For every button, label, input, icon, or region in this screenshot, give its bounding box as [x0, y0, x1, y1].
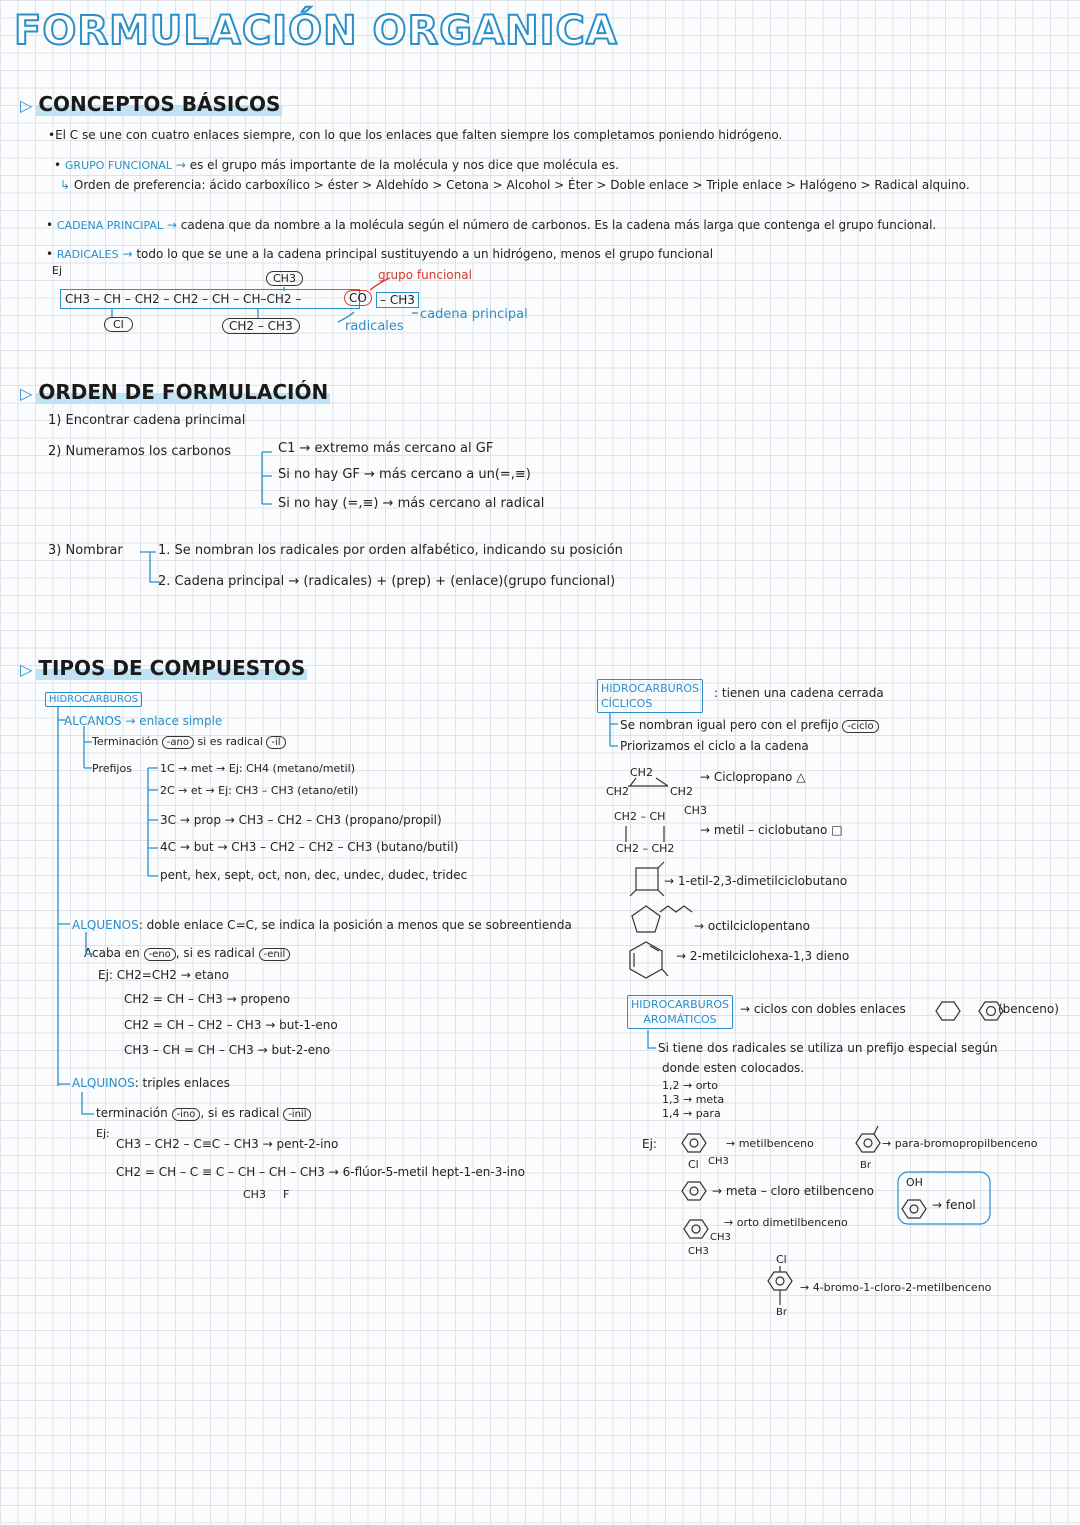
- concept-line: •El C se une con cuatro enlaces siempre, con lo que los enlaces que falten siempre los completamos poniendo hidrógeno.: [48, 128, 783, 142]
- final-cl: Cl: [776, 1253, 787, 1266]
- annotation-cadena-principal: cadena principal: [420, 307, 528, 322]
- metilciclobutano: → metil – ciclobutano □: [700, 823, 843, 837]
- fenol-oh: OH: [906, 1176, 923, 1189]
- prefijo-3: 3C → prop → CH3 – CH2 – CH3 (propano/propil): [160, 813, 442, 827]
- section-title: ORDEN DE FORMULACIÓN: [38, 380, 329, 404]
- aromaticos-l1: Si tiene dos radicales se utiliza un prefijo especial según: [658, 1041, 998, 1055]
- step-3b: 2. Cadena principal → (radicales) + (prep) + (enlace)(grupo funcional): [158, 574, 616, 589]
- benceno-label: (benceno): [998, 1002, 1059, 1016]
- radical-cl: Cl: [104, 317, 133, 332]
- orto-ch3-2: CH3: [688, 1246, 709, 1257]
- functional-group-circle: CO: [344, 290, 372, 306]
- prefijo-1: 1C → met → Ej: CH4 (metano/metil): [160, 762, 355, 775]
- alquino-ej2-f: F: [283, 1188, 290, 1201]
- alquino-ej1: CH3 – CH2 – C≡C – CH3 → pent-2-ino: [116, 1137, 339, 1151]
- final-compound: → 4-bromo-1-cloro-2-metilbenceno: [800, 1281, 992, 1294]
- ciclicos-label: HIDROCARBUROS CÍCLICOS: [597, 679, 703, 713]
- metil-ch3: CH3: [708, 1156, 729, 1167]
- radical-ch3-top: CH3: [266, 271, 303, 286]
- aromaticos-ej: Ej:: [642, 1137, 657, 1151]
- step-2: 2) Numeramos los carbonos: [48, 444, 232, 459]
- cyclo-ex3: → 1-etil-2,3-dimetilciclobutano: [664, 874, 848, 888]
- orden-preferencia: ↳ Orden de preferencia: ácido carboxílico > éster > Aldehído > Cetona > Alcohol > Éter > Doble enlace > Triple enlace > Halógeno > Radical alquino.: [60, 178, 970, 192]
- triangle-icon: ▷: [20, 96, 33, 115]
- triangle-icon: ▷: [20, 384, 33, 403]
- ciclicos-def: : tienen una cadena cerrada: [714, 686, 884, 700]
- alqueno-ej4: CH3 – CH = CH – CH3 → but-2-eno: [124, 1043, 331, 1057]
- step-2b: Si no hay GF → más cercano a un(=,≡): [278, 467, 531, 482]
- triangle-icon: ▷: [20, 660, 33, 679]
- meta-cloro-etilbenceno: → meta – cloro etilbenceno: [712, 1184, 875, 1198]
- annotation-grupo-funcional: grupo funcional: [378, 268, 472, 282]
- orto-dimetilbenceno: → orto dimetilbenceno: [724, 1216, 848, 1229]
- ej-label: Ej: [52, 264, 63, 277]
- radicales-label: RADICALES: [56, 248, 119, 261]
- cb-ch3: CH3: [684, 804, 707, 817]
- orto-ch3-1: CH3: [710, 1232, 731, 1243]
- radical-ethyl: CH2 – CH3: [222, 318, 300, 334]
- prefijo-2: 2C → et → Ej: CH3 – CH3 (etano/etil): [160, 784, 359, 797]
- section-title: CONCEPTOS BÁSICOS: [38, 92, 281, 116]
- aromaticos-def: → ciclos con dobles enlaces: [740, 1002, 906, 1016]
- cb-top: CH2 – CH: [614, 810, 666, 823]
- alquino-ej-label: Ej:: [96, 1127, 110, 1140]
- aromaticos-label: HIDROCARBUROS AROMÁTICOS: [627, 995, 733, 1029]
- step-2c: Si no hay (=,≡) → más cercano al radical: [278, 496, 545, 511]
- section-title: TIPOS DE COMPUESTOS: [38, 656, 306, 680]
- page-title: FORMULACIÓN ORGANICA: [14, 8, 618, 54]
- alquinos: ALQUINOS: triples enlaces: [72, 1076, 230, 1090]
- alquino-ej2-ch3: CH3: [243, 1188, 266, 1201]
- annotation-radicales: radicales: [345, 319, 404, 334]
- alquenos-terminacion: Acaba en -eno , si es radical -enil: [84, 946, 290, 960]
- grupo-funcional-label: GRUPO FUNCIONAL: [64, 159, 172, 172]
- prefijo-5: pent, hex, sept, oct, non, dec, undec, dudec, tridec: [160, 868, 468, 882]
- metil-cl: Cl: [688, 1158, 699, 1171]
- cyclo-ex5: → 2-metilciclohexa-1,3 dieno: [676, 949, 850, 963]
- alqueno-ej1: Ej: CH2=CH2 → etano: [98, 968, 229, 982]
- alquino-ej2: CH2 = CH – C ≡ C – CH – CH – CH3 → 6-flúor-5-metil hept-1-en-3-ino: [116, 1165, 525, 1179]
- alcanos: ALCANOS → enlace simple: [64, 714, 223, 728]
- para-br: Br: [860, 1160, 871, 1171]
- para-bromopropilbenceno: → para-bromopropilbenceno: [882, 1137, 1038, 1150]
- cp-ch2-top: CH2: [630, 766, 653, 779]
- step-2a: C1 → extremo más cercano al GF: [278, 441, 494, 456]
- metilbenceno: → metilbenceno: [726, 1137, 814, 1150]
- grupo-funcional-text: es el grupo más importante de la molécula y nos dice que molécula es.: [189, 158, 619, 172]
- cp-ch2-left: CH2: [606, 785, 629, 798]
- alqueno-ej2: CH2 = CH – CH3 → propeno: [124, 992, 291, 1006]
- step-3: 3) Nombrar: [48, 543, 123, 558]
- cyclo-ex4: → octilciclopentano: [694, 919, 810, 933]
- alcanos-terminacion: Terminación -ano si es radical -il: [92, 735, 286, 748]
- alqueno-ej3: CH2 = CH – CH2 – CH3 → but-1-eno: [124, 1018, 338, 1032]
- cp-ch2-right: CH2: [670, 785, 693, 798]
- aromaticos-l2: donde esten colocados.: [662, 1061, 805, 1075]
- fenol: → fenol: [932, 1198, 976, 1212]
- hidrocarburos-label: HIDROCARBUROS: [45, 692, 142, 707]
- step-1: 1) Encontrar cadena princimal: [48, 413, 246, 428]
- chain-end: – CH3: [376, 292, 419, 308]
- cadena-principal-line: • CADENA PRINCIPAL → cadena que da nombre a la molécula según el número de carbonos. Es la cadena más larga que contenga el grupo funcional.: [46, 218, 937, 232]
- alquinos-terminacion: terminación -ino , si es radical -inil: [96, 1106, 311, 1120]
- prefijos-label: Prefijos: [92, 762, 132, 775]
- ciclopropano: → Ciclopropano △: [700, 770, 806, 784]
- cb-bot: CH2 – CH2: [616, 842, 675, 855]
- alquenos: ALQUENOS: doble enlace C=C, se indica la posición a menos que se sobreentienda: [72, 918, 572, 932]
- prefijo-meta: 1,3 → meta: [662, 1093, 725, 1106]
- grupo-funcional-line: • GRUPO FUNCIONAL → es el grupo más importante de la molécula y nos dice que molécula es.: [54, 158, 619, 172]
- radicales-line: • RADICALES → todo lo que se une a la cadena principal sustituyendo a un hidrógeno, menos el grupo funcional: [46, 247, 714, 261]
- prefijo-4: 4C → but → CH3 – CH2 – CH2 – CH3 (butano/butil): [160, 840, 459, 854]
- step-3a: 1. Se nombran los radicales por orden alfabético, indicando su posición: [158, 543, 623, 558]
- cadena-principal-label: CADENA PRINCIPAL: [56, 219, 164, 232]
- main-chain-box: CH3 – CH – CH2 – CH2 – CH – CH–CH2 –: [60, 289, 360, 309]
- prefijo-para: 1,4 → para: [662, 1107, 721, 1120]
- ciclicos-l1: Se nombran igual pero con el prefijo -ciclo: [620, 718, 879, 732]
- prefijo-orto: 1,2 → orto: [662, 1079, 718, 1092]
- ciclicos-l2: Priorizamos el ciclo a la cadena: [620, 739, 809, 753]
- final-br: Br: [776, 1307, 787, 1318]
